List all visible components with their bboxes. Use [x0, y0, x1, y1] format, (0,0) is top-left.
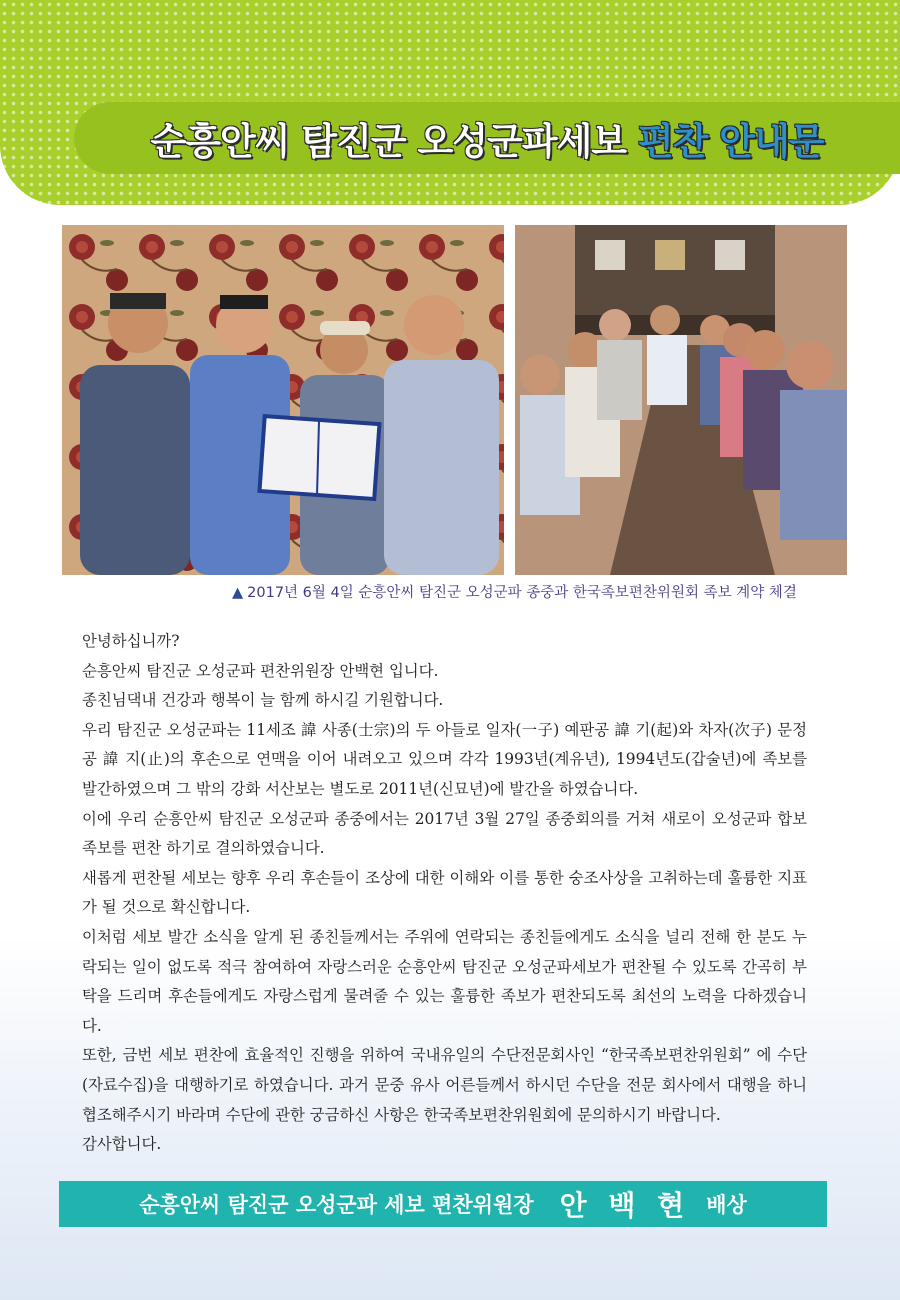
signing-photo-illustration: [62, 225, 504, 575]
paragraph: 이에 우리 순흥안씨 탐진군 오성군파 종중에서는 2017년 3월 27일 종중회의를 거쳐 새로이 오성군파 합보 족보를 편찬 하기로 결의하였습니다.: [82, 809, 807, 858]
meeting-photo-illustration: [515, 225, 847, 575]
page-title: [151, 111, 824, 165]
signature-title: 순흥안씨 탐진군 오성군파 세보 편찬위원장: [139, 1193, 534, 1217]
paragraph: 우리 탐진군 오성군파는 11세조 諱 사종(士宗)의 두 아들로 일자(一子) 예판공 諱 기(起)와 차자(次子) 문정공 諱 지(止)의 후손으로 연맥을 이어 내려오고 있으며 각각 1993년(계유년), 1994년도(갑술년)에 족보를 발간하였으며 그 밖의 강화 서산보는 별도로 2011년(신묘년)에 발간을 하였습니다.: [82, 720, 807, 798]
paragraph: 순흥안씨 탐진군 오성군파 편찬위원장 안백현 입니다.: [82, 661, 439, 680]
photo-caption: [232, 581, 852, 602]
header-banner: [0, 0, 900, 205]
title-accent: 편찬 안내문: [637, 120, 824, 163]
letter-body: [82, 627, 807, 1160]
paragraph: 종친님댁내 건강과 행복이 늘 함께 하시길 기원합니다.: [82, 691, 444, 710]
signature-banner: [59, 1181, 827, 1227]
paragraph: 또한, 금번 세보 편찬에 효율적인 진행을 위하여 국내유일의 수단전문회사인 “한국족보편찬위원회” 에 수단(자료수집)을 대행하기로 하였습니다. 과거 문중 유사 어른들께서 하시던 수단을 전문 회사에서 대행을 하니 협조해주시기 바라며 수단에 관한 궁금하신 사항은 한국족보편찬위원회에 문의하시기 바랍니다.: [82, 1046, 807, 1124]
paragraph: 감사합니다.: [82, 1135, 162, 1154]
signature-name: 안 백 현: [559, 1189, 691, 1222]
signing-photo: [62, 225, 504, 575]
title-main: 순흥안씨 탐진군 오성군파세보: [150, 120, 626, 163]
caption-text: 2017년 6월 4일 순흥안씨 탐진군 오성군파 종중과 한국족보편찬위원회 족보 계약 체결: [247, 585, 797, 601]
paragraph: 이처럼 세보 발간 소식을 알게 된 종친들께서는 주위에 연락되는 종친들에게도 소식을 널리 전해 한 분도 누락되는 일이 없도록 적극 참여하여 자랑스러운 순흥안씨 탐진군 오성군파세보가 편찬될 수 있도록 간곡히 부탁을 드리며 후손들에게도 자랑스럽게 물려줄 수 있는 훌륭한 족보가 편찬되도록 최선의 노력을 다하겠습니다.: [82, 927, 807, 1035]
signature-closing: 배상: [706, 1193, 747, 1217]
paragraph: 안녕하십니까?: [82, 632, 180, 650]
title-band: [74, 102, 900, 174]
triangle-marker-icon: ▲: [232, 585, 244, 601]
paragraph: 새롭게 편찬될 세보는 향후 우리 후손들이 조상에 대한 이해와 이를 통한 숭조사상을 고취하는데 훌륭한 지표가 될 것으로 확신합니다.: [82, 868, 807, 917]
meeting-photo: [515, 225, 847, 575]
